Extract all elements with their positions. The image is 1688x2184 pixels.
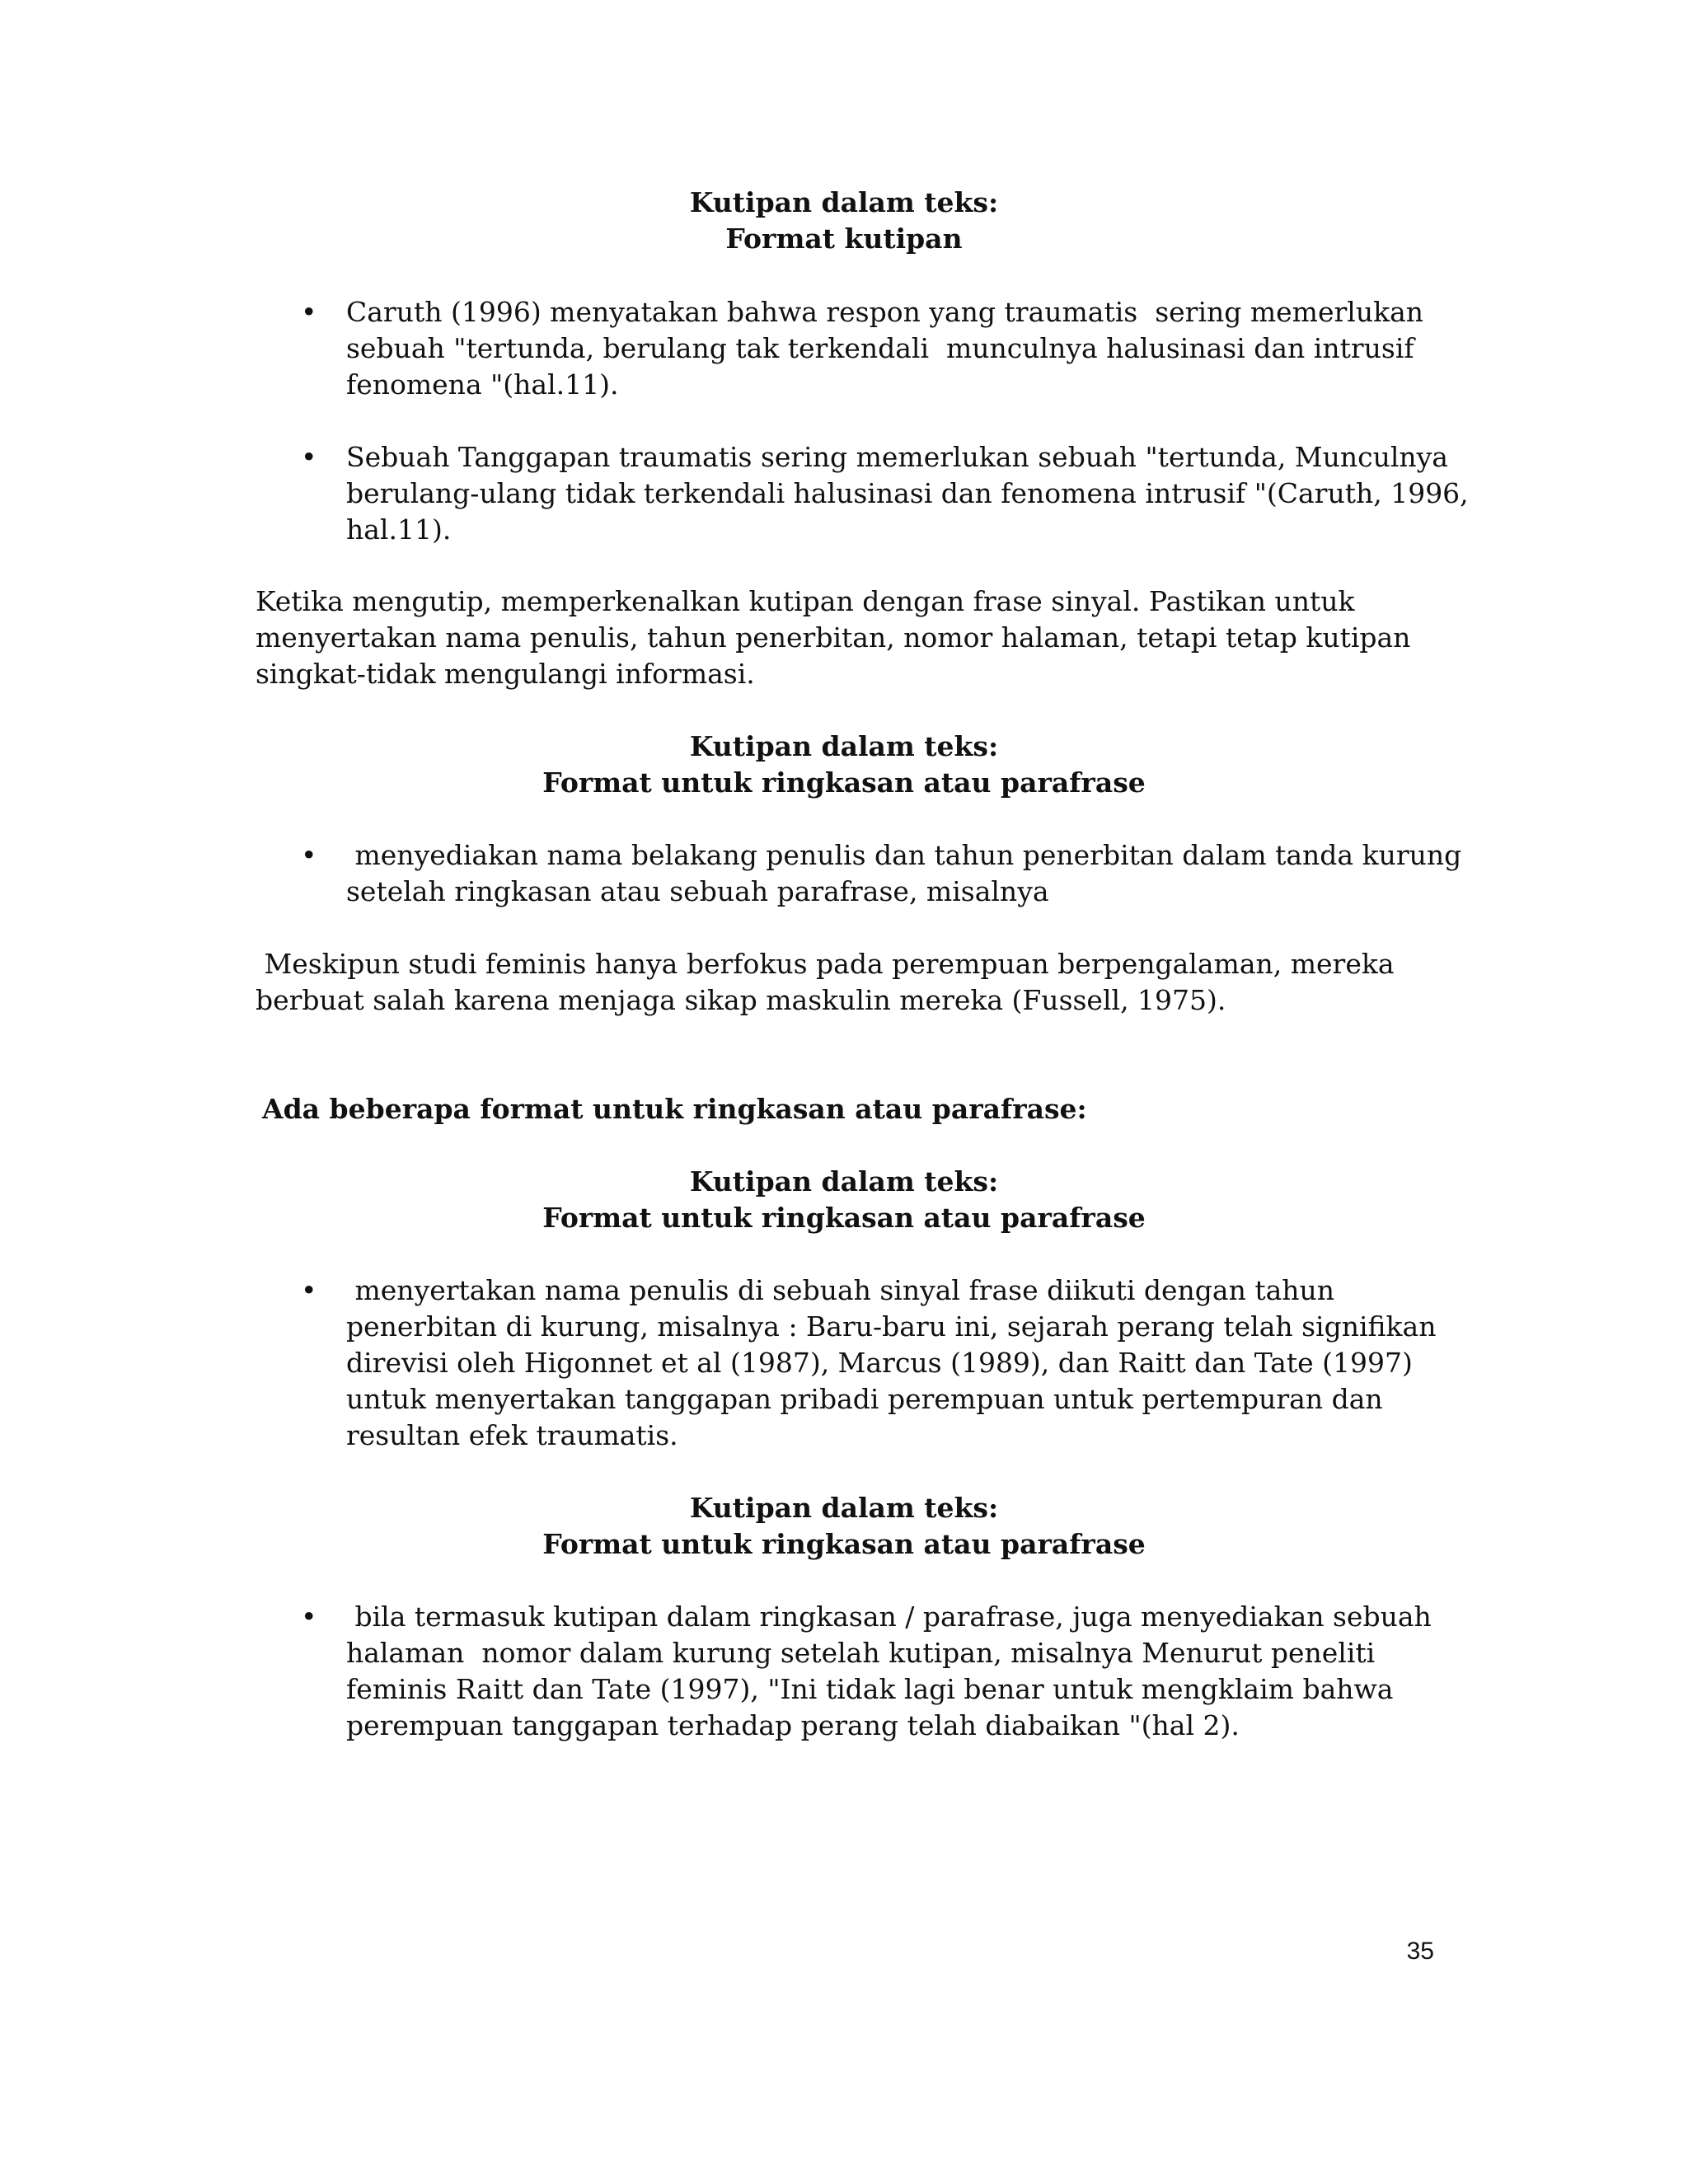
text-line: setelah ringkasan atau sebuah parafrase, misalnya bbox=[346, 875, 1049, 907]
text-line: sebuah "tertunda, berulang tak terkendali munculnya halusinasi dan intrusif bbox=[346, 332, 1414, 364]
section-heading bbox=[0, 185, 1688, 257]
heading-line: Kutipan dalam teks: bbox=[689, 1165, 999, 1197]
heading-line: Kutipan dalam teks: bbox=[689, 186, 999, 218]
body-paragraph bbox=[256, 583, 1426, 692]
section-heading bbox=[0, 729, 1688, 801]
text-line: berbuat salah karena menjaga sikap maskulin mereka (Fussell, 1975). bbox=[256, 984, 1226, 1016]
text-line: direvisi oleh Higonnet et al (1987), Marcus (1989), dan Raitt dan Tate (1997) bbox=[346, 1347, 1413, 1379]
section-heading bbox=[0, 1490, 1688, 1563]
bullet-icon: • bbox=[301, 296, 317, 328]
text-line: halaman nomor dalam kurung setelah kutipan, misalnya Menurut peneliti bbox=[346, 1637, 1376, 1669]
text-line: Sebuah Tanggapan traumatis sering memerlukan sebuah "tertunda, Munculnya bbox=[346, 441, 1448, 473]
text-line: menyediakan nama belakang penulis dan tahun penerbitan dalam tanda kurung bbox=[346, 839, 1462, 871]
subheading: Ada beberapa format untuk ringkasan atau parafrase: bbox=[262, 1093, 1087, 1125]
bullet-text bbox=[346, 439, 1469, 548]
text-line: hal.11). bbox=[346, 513, 452, 546]
bullet-text bbox=[346, 1272, 1447, 1454]
heading-line: Format untuk ringkasan atau parafrase bbox=[542, 1528, 1146, 1560]
bullet-text bbox=[346, 294, 1447, 403]
body-paragraph bbox=[256, 946, 1426, 1019]
heading-line: Kutipan dalam teks: bbox=[689, 1492, 999, 1524]
heading-line: Kutipan dalam teks: bbox=[689, 730, 999, 762]
text-line: menyertakan nama penulis di sebuah sinyal frase diikuti dengan tahun bbox=[346, 1274, 1335, 1306]
heading-line: Format untuk ringkasan atau parafrase bbox=[542, 1202, 1146, 1234]
text-line: menyertakan nama penulis, tahun penerbitan, nomor halaman, tetapi tetap kutipan bbox=[256, 621, 1411, 654]
heading-line: Format kutipan bbox=[725, 223, 963, 255]
bullet-icon: • bbox=[301, 1601, 317, 1633]
text-line: resultan efek traumatis. bbox=[346, 1419, 678, 1451]
page-number: 35 bbox=[1406, 1938, 1434, 1965]
heading-line: Format untuk ringkasan atau parafrase bbox=[542, 766, 1146, 799]
text-line: perempuan tanggapan terhadap perang telah diabaikan "(hal 2). bbox=[346, 1709, 1240, 1741]
text-line: singkat-tidak mengulangi informasi. bbox=[256, 658, 755, 690]
text-line: Caruth (1996) menyatakan bahwa respon yang traumatis sering memerlukan bbox=[346, 296, 1424, 328]
bullet-text bbox=[346, 837, 1462, 910]
text-line: Ketika mengutip, memperkenalkan kutipan dengan frase sinyal. Pastikan untuk bbox=[256, 585, 1355, 617]
text-line: feminis Raitt dan Tate (1997), "Ini tidak lagi benar untuk mengklaim bahwa bbox=[346, 1673, 1394, 1705]
section-heading bbox=[0, 1164, 1688, 1236]
bullet-icon: • bbox=[301, 839, 317, 871]
text-line: fenomena "(hal.11). bbox=[346, 368, 619, 401]
text-line: Meskipun studi feminis hanya berfokus pada perempuan berpengalaman, mereka bbox=[256, 948, 1395, 980]
text-line: untuk menyertakan tanggapan pribadi perempuan untuk pertempuran dan bbox=[346, 1383, 1383, 1415]
text-line: penerbitan di kurung, misalnya : Baru-baru ini, sejarah perang telah signifikan bbox=[346, 1310, 1437, 1343]
bullet-icon: • bbox=[301, 441, 317, 473]
bullet-text bbox=[346, 1599, 1447, 1744]
bullet-icon: • bbox=[301, 1274, 317, 1306]
text-line: berulang-ulang tidak terkendali halusinasi dan fenomena intrusif "(Caruth, 1996, bbox=[346, 477, 1469, 509]
text-line: bila termasuk kutipan dalam ringkasan / parafrase, juga menyediakan sebuah bbox=[346, 1601, 1432, 1633]
